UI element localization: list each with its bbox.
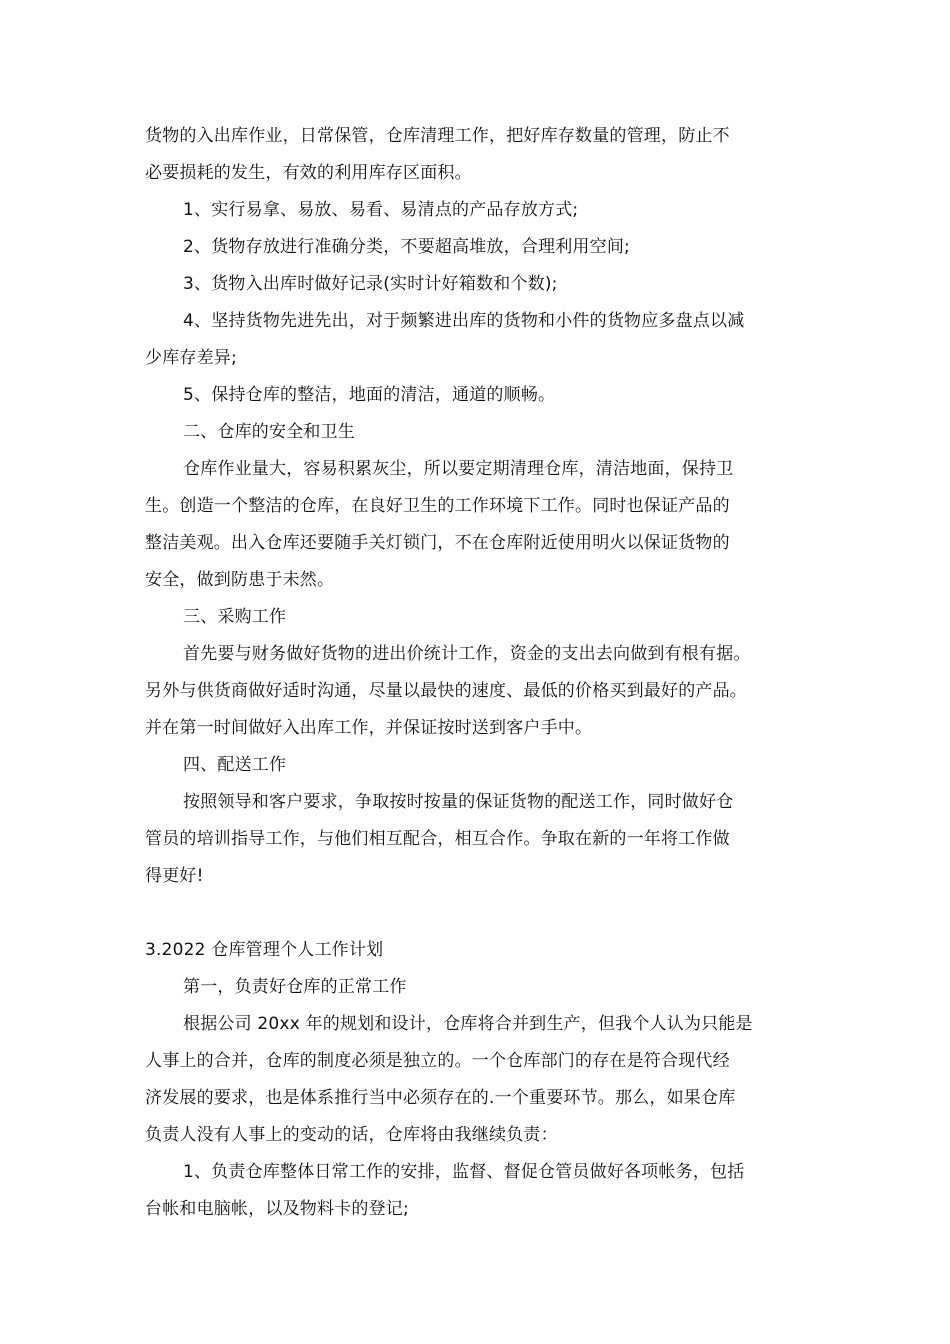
paragraph-line: 根据公司 20xx 年的规划和设计，仓库将合并到生产，但我个人认为只能是 — [183, 1014, 753, 1034]
paragraph-line: 济发展的要求，也是体系推行当中必须存在的.一个重要环节。那么，如果仓库 — [145, 1088, 736, 1108]
paragraph-line: 首先要与财务做好货物的进出价统计工作，资金的支出去向做到有根有据。 — [183, 644, 751, 664]
paragraph-line: 并在第一时间做好入出库工作，并保证按时送到客户手中。 — [145, 718, 593, 738]
paragraph-line: 人事上的合并，仓库的制度必须是独立的。一个仓库部门的存在是符合现代经 — [145, 1051, 730, 1071]
list-item: 1、负责仓库整体日常工作的安排，监督、督促仓管员做好各项帐务，包括 — [183, 1162, 745, 1182]
paragraph-line: 管员的培训指导工作，与他们相互配合，相互合作。争取在新的一年将工作做 — [145, 829, 730, 849]
document-body — [145, 118, 810, 1228]
paragraph-line: 整洁美观。出入仓库还要随手关灯锁门，不在仓库附近使用明火以保证货物的 — [145, 533, 730, 553]
paragraph-line: 必要损耗的发生，有效的利用库存区面积。 — [145, 163, 472, 183]
paragraph-line: 负责人没有人事上的变动的话，仓库将由我继续负责： — [145, 1125, 558, 1145]
list-item: 4、坚持货物先进先出，对于频繁进出库的货物和小件的货物应多盘点以减 — [183, 311, 745, 331]
paragraph-line: 按照领导和客户要求，争取按时按量的保证货物的配送工作，同时做好仓 — [183, 792, 734, 812]
paragraph-line: 安全，做到防患于未然。 — [145, 570, 335, 590]
paragraph-line: 仓库作业量大，容易积累灰尘，所以要定期清理仓库，清洁地面，保持卫 — [183, 459, 734, 479]
blank-line — [145, 895, 810, 932]
section-heading: 三、采购工作 — [183, 607, 287, 627]
paragraph-line: 少库存差异; — [145, 348, 237, 368]
paragraph-line: 另外与供货商做好适时沟通，尽量以最快的速度、最低的价格买到最好的产品。 — [145, 681, 747, 701]
section-heading: 第一，负责好仓库的正常工作 — [183, 977, 407, 997]
paragraph-line: 货物的入出库作业，日常保管，仓库清理工作，把好库存数量的管理，防止不 — [145, 126, 730, 146]
section-heading: 四、配送工作 — [183, 755, 287, 775]
list-item: 1、实行易拿、易放、易看、易清点的产品存放方式; — [183, 200, 579, 220]
section-heading: 二、仓库的安全和卫生 — [183, 422, 355, 442]
list-item: 5、保持仓库的整洁，地面的清洁，通道的顺畅。 — [183, 385, 556, 405]
list-item: 3、货物入出库时做好记录(实时计好箱数和个数); — [183, 274, 558, 294]
document-title: 3.2022 仓库管理个人工作计划 — [145, 940, 384, 960]
paragraph-line: 得更好! — [145, 866, 204, 886]
list-item: 2、货物存放进行准确分类，不要超高堆放，合理利用空间; — [183, 237, 630, 257]
paragraph-line: 台帐和电脑帐，以及物料卡的登记; — [145, 1199, 409, 1219]
paragraph-line: 生。创造一个整洁的仓库，在良好卫生的工作环境下工作。同时也保证产品的 — [145, 496, 730, 516]
